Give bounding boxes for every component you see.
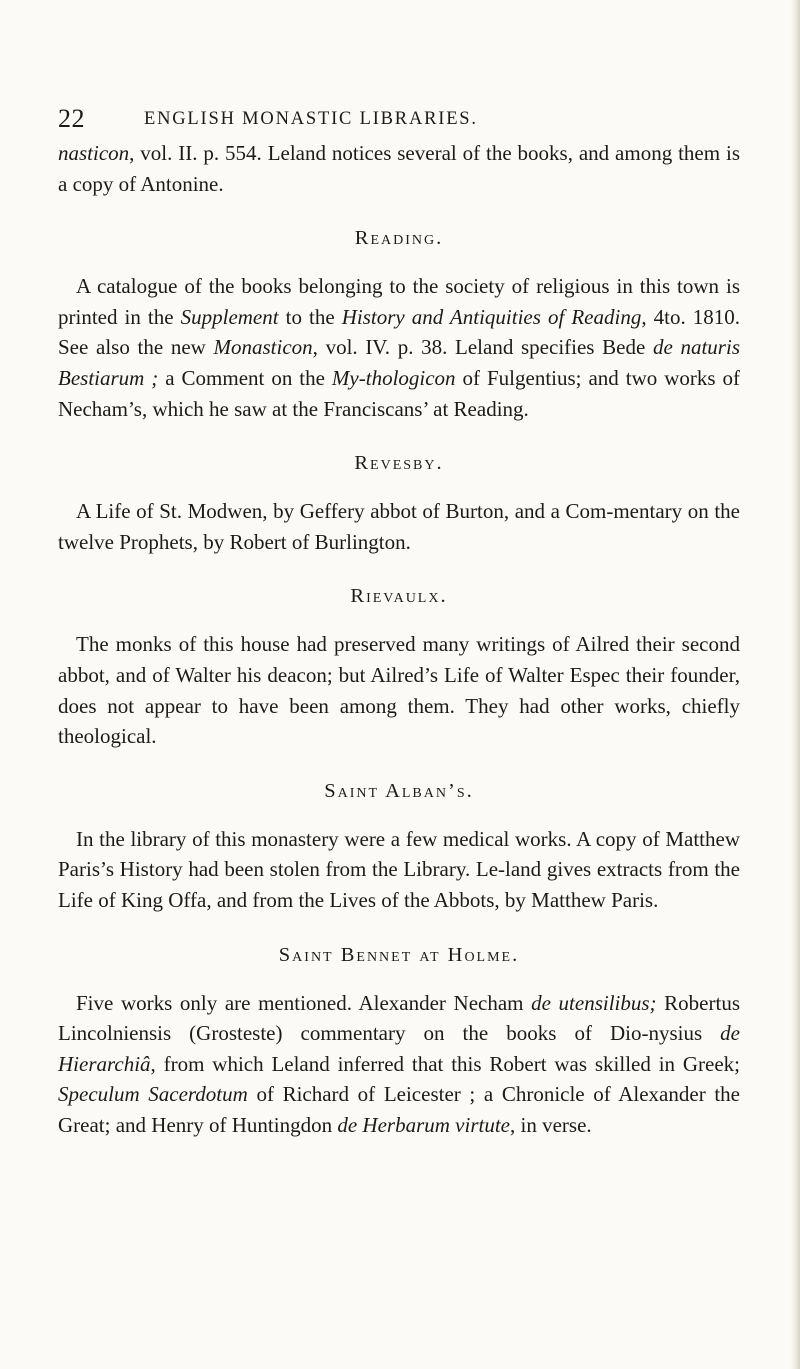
reading-text-5: a Comment on the xyxy=(158,365,332,390)
reading-italic-3: Monasticon xyxy=(213,335,313,360)
intro-text: , vol. II. p. 554. Leland notices several of the books, and among them is a copy of Antonine. xyxy=(58,141,740,196)
paragraph-rievaulx: The monks of this house had preserved many writings of Ailred their second abbot, and of Walter his deacon; but Ailred’s Life of Walter Espec their founder, does not appear to have been among them. They had other works, chiefly theological. xyxy=(58,632,740,749)
bennet-italic-1: de utensilibus; xyxy=(531,990,657,1015)
reading-text-2: to the xyxy=(278,304,342,329)
paragraph-reading xyxy=(58,271,740,424)
reading-italic-2: History and Antiquities of Reading xyxy=(341,304,642,329)
heading-saint-albans: Saint Alban’s. xyxy=(324,779,474,802)
reading-text-3: , 4to. 1810. See also the new xyxy=(58,304,740,360)
bennet-italic-3: Speculum Sacerdotum xyxy=(58,1082,248,1107)
heading-revesby: Revesby. xyxy=(354,452,444,475)
page-edge xyxy=(791,0,800,1369)
paragraph-revesby: A Life of St. Modwen, by Geffery abbot of Burton, and a Com-mentary on the twelve Prophets, by Robert of Burlington. xyxy=(58,499,740,554)
heading-saint-bennet: Saint Bennet at Holme. xyxy=(278,943,520,966)
heading-rievaulx: Rievaulx. xyxy=(350,585,448,608)
reading-italic-4: de naturis Bestiarum ; xyxy=(58,335,740,390)
page-body xyxy=(58,138,740,1140)
reading-text-4: , vol. IV. p. 38. Leland specifies Bede xyxy=(312,335,653,360)
reading-text-1: A catalogue of the books belonging to the society of religious in this town is printed in the xyxy=(58,274,740,329)
page-number: 22 xyxy=(58,104,85,133)
page-header xyxy=(58,104,740,134)
bennet-italic-4: de Herbarum virtute xyxy=(337,1112,510,1137)
bennet-text-3: , from which Leland inferred that this Robert was skilled in Greek; xyxy=(150,1051,740,1076)
intro-italic: nasticon xyxy=(58,141,130,165)
paragraph-saint-bennet xyxy=(58,988,740,1141)
reading-italic-1: Supplement xyxy=(180,304,279,329)
paragraph-saint-albans: In the library of this monastery were a few medical works. A copy of Matthew Paris’s History had been stolen from the Library. Le-land gives extracts from the Life of King Offa, and from the Lives of the Abbots, by Matthew Paris. xyxy=(58,826,740,912)
running-head: ENGLISH MONASTIC LIBRARIES. xyxy=(144,109,478,129)
reading-italic-5: My-thologicon xyxy=(331,365,456,390)
bennet-text-4: of Richard of Leicester ; a Chronicle of Alexander the Great; and Henry of Huntingdon xyxy=(58,1082,740,1137)
bennet-text-5: , in verse. xyxy=(510,1112,592,1137)
bennet-text-1: Five works only are mentioned. Alexander Necham xyxy=(76,990,532,1015)
intro-paragraph xyxy=(58,138,740,199)
heading-reading: Reading. xyxy=(354,227,444,250)
bennet-italic-2: de Hierarchiâ xyxy=(58,1021,740,1076)
bennet-text-2: Robertus Lincolniensis (Grosteste) commentary on the books of Dio-nysius xyxy=(58,990,740,1046)
reading-text-6: of Fulgentius; and two works of Necham’s, which he saw at the Franciscans’ at Reading. xyxy=(58,365,740,421)
